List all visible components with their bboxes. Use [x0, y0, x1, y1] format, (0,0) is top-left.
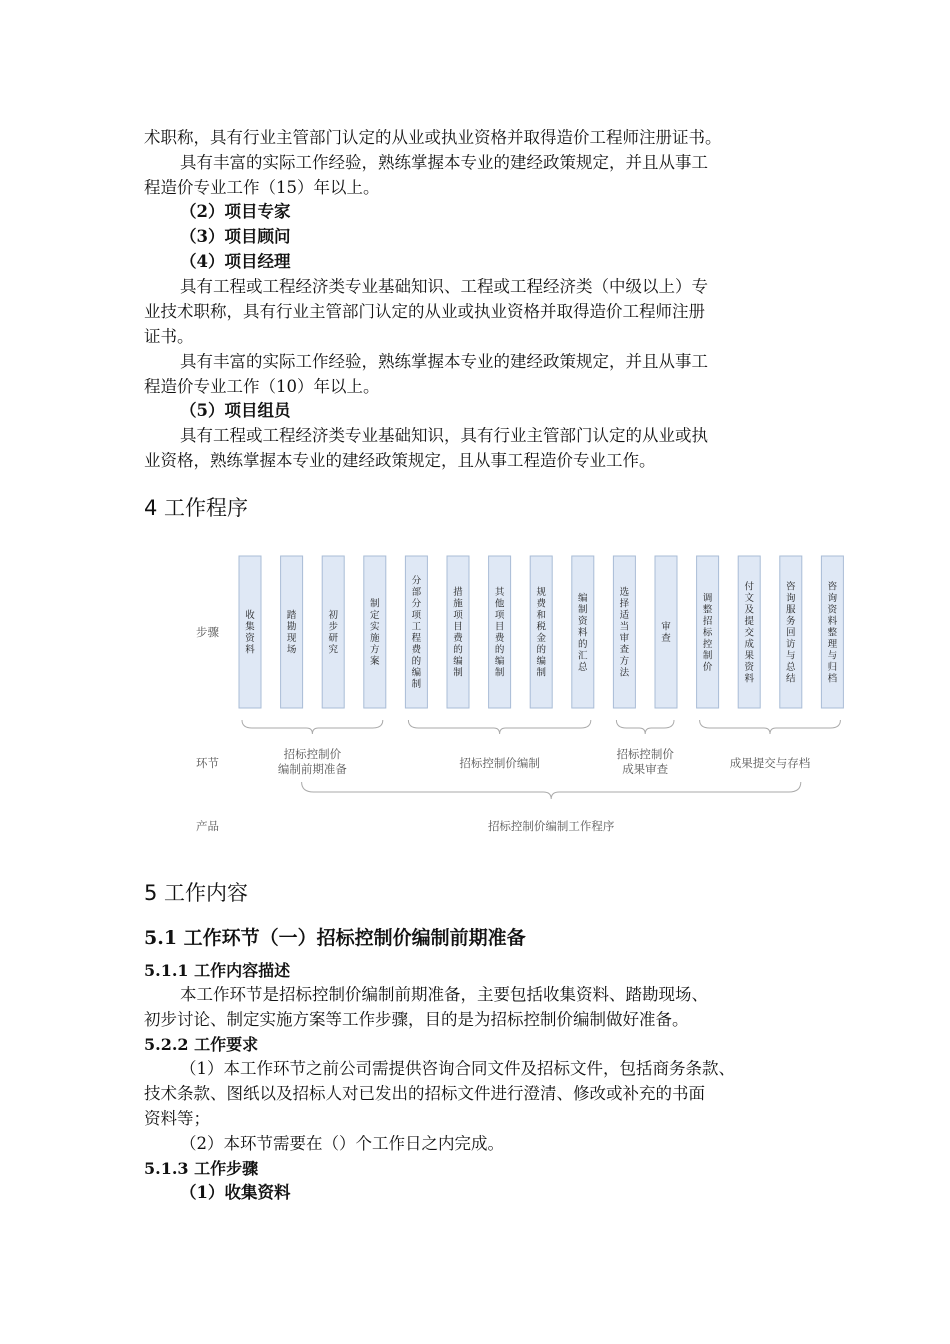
step-label: 规费和税金的编制: [536, 587, 546, 679]
stage-brace: [408, 720, 590, 734]
step-label: 编制资料的汇总: [578, 592, 588, 673]
step-label: 踏勘现场: [286, 610, 297, 656]
row-label-stages: 环节: [196, 756, 219, 770]
step-label: 咨询资料整理与归档: [827, 581, 838, 685]
text-line: 具有工程或工程经济类专业基础知识、工程或工程经济类（中级以上）专: [180, 277, 708, 296]
text-line: 初步讨论、制定实施方案等工作步骤，目的是为招标控制价编制做好准备。: [144, 1010, 689, 1029]
step-label: 咨询服务回访与总结: [786, 581, 796, 685]
text-line: 术职称，具有行业主管部门认定的从业或执业资格并取得造价工程师注册证书。: [144, 128, 722, 147]
stage-label: 招标控制价编制: [459, 756, 540, 770]
text-line: 本工作环节是招标控制价编制前期准备，主要包括收集资料、踏勘现场、: [180, 985, 708, 1004]
text-line: 具有工程或工程经济类专业基础知识，具有行业主管部门认定的从业或执: [180, 426, 708, 445]
row-label-steps: 步骤: [196, 625, 219, 639]
section-5-1-title: 5.1 工作环节（一）招标控制价编制前期准备: [144, 927, 526, 949]
stage-brace: [242, 720, 383, 734]
text-line: 程造价专业工作（10）年以上。: [144, 377, 380, 396]
step-label: 调整招标控制价: [702, 592, 713, 673]
product-brace: [302, 782, 801, 799]
section-5-2-2-title: 5.2.2 工作要求: [144, 1035, 259, 1054]
text-line: 业技术职称，具有行业主管部门认定的从业或执业资格并取得造价工程师注册: [144, 302, 705, 321]
subheading-member: （5）项目组员: [180, 401, 291, 420]
subheading-consultant: （3）项目顾问: [180, 227, 291, 246]
step-label: 收集资料: [245, 610, 255, 656]
step-label: 分部分项工程费的编制: [411, 575, 422, 690]
stage-label: 招标控制价成果审查: [616, 747, 674, 776]
text-line: 程造价专业工作（15）年以上。: [144, 178, 380, 197]
section-5-1-3-title: 5.1.3 工作步骤: [144, 1159, 259, 1178]
text-line: 具有丰富的实际工作经验，熟练掌握本专业的建经政策规定，并且从事工: [180, 352, 708, 371]
subheading-expert: （2）项目专家: [180, 202, 291, 221]
step-label: 付文及提交成果资料: [744, 581, 754, 685]
stage-label: 成果提交与存档: [729, 756, 811, 770]
subheading-collect: （1）收集资料: [180, 1183, 291, 1202]
workflow-diagram: [150, 540, 860, 840]
text-line: （2）本环节需要在（）个工作日之内完成。: [180, 1134, 504, 1153]
step-label: 初步研究: [328, 610, 338, 656]
stage-brace: [700, 720, 841, 734]
section-5-1-1-title: 5.1.1 工作内容描述: [144, 961, 291, 980]
text-line: 证书。: [144, 327, 194, 346]
stage-brace: [616, 720, 674, 734]
subheading-manager: （4）项目经理: [180, 252, 291, 271]
step-label: 其他项目费的编制: [494, 587, 505, 679]
stage-label: 招标控制价编制前期准备: [277, 747, 347, 776]
step-label: 审查: [661, 621, 671, 644]
text-line: （1）本工作环节之前公司需提供咨询合同文件及招标文件，包括商务条款、: [180, 1059, 735, 1078]
step-label: 措施项目费的编制: [453, 587, 463, 679]
text-line: 技术条款、图纸以及招标人对已发出的招标文件进行澄清、修改或补充的书面: [144, 1084, 705, 1103]
text-line: 业资格，熟练掌握本专业的建经政策规定，且从事工程造价专业工作。: [144, 451, 656, 470]
text-line: 资料等；: [144, 1109, 210, 1128]
step-label: 制定实施方案: [370, 598, 380, 667]
section-5-title: 5 工作内容: [144, 881, 249, 905]
product-label: 招标控制价编制工作程序: [487, 819, 615, 833]
step-label: 选择适当审查方法: [619, 587, 630, 679]
row-label-product: 产品: [196, 819, 219, 833]
section-4-title: 4 工作程序: [144, 496, 249, 520]
text-line: 具有丰富的实际工作经验，熟练掌握本专业的建经政策规定，并且从事工: [180, 153, 708, 172]
